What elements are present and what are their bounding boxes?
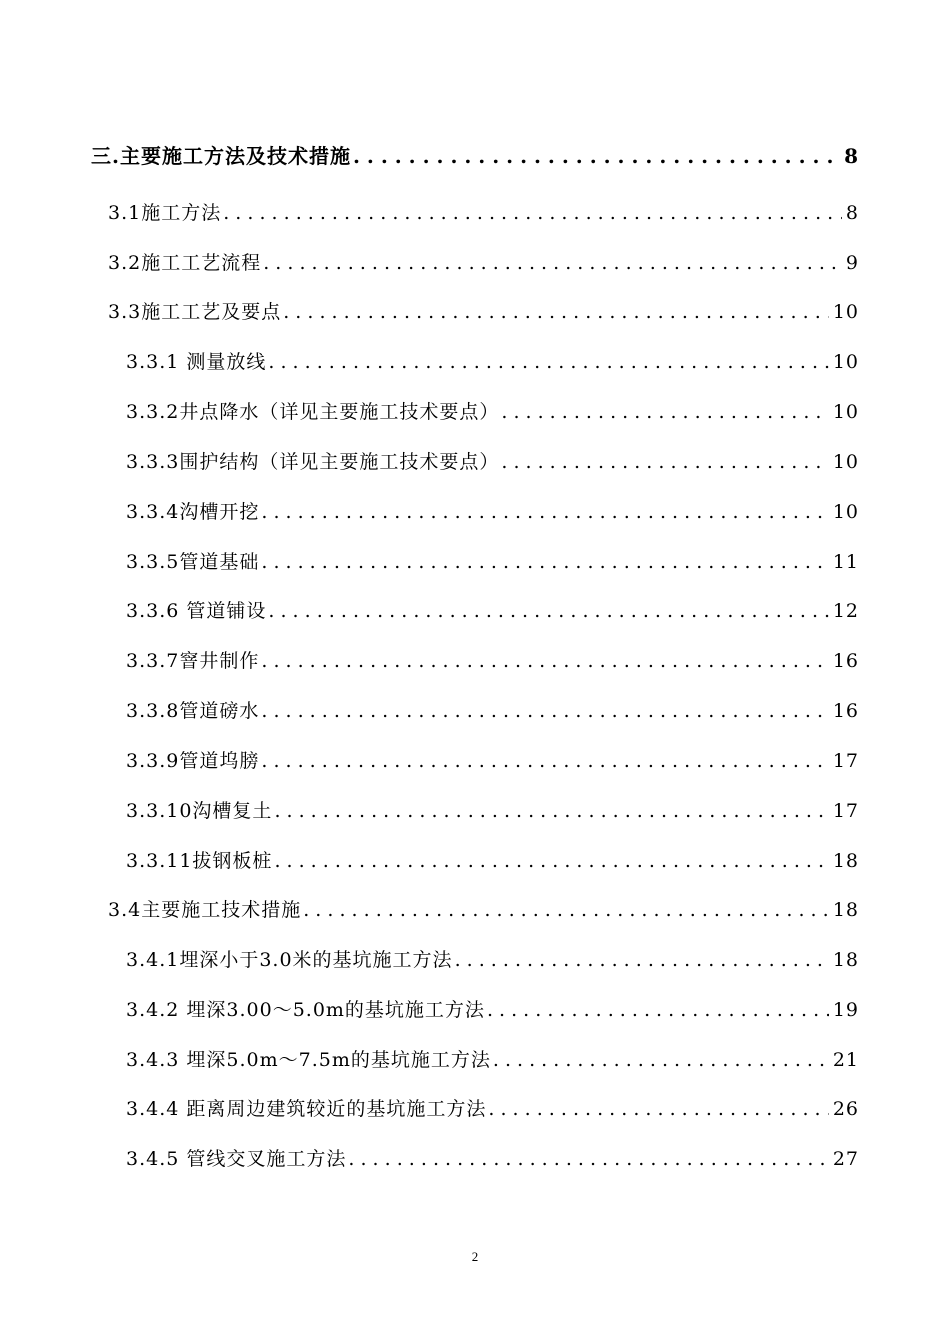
toc-entry-page: 10 xyxy=(832,451,859,473)
toc-dot-leader xyxy=(274,850,828,872)
toc-entry-page: 18 xyxy=(832,899,859,921)
toc-entry-label: 3.3.7窨井制作 xyxy=(126,650,260,672)
toc-entry-label: 3.3.6 管道铺设 xyxy=(126,600,267,622)
toc-entry[interactable] xyxy=(126,696,859,723)
toc-dot-leader xyxy=(455,949,829,971)
toc-entry[interactable] xyxy=(126,846,859,873)
toc-entry[interactable] xyxy=(126,397,859,424)
toc-entry[interactable] xyxy=(126,596,859,623)
toc-entry-label: 3.3.2井点降水（详见主要施工技术要点） xyxy=(126,401,500,423)
toc-entry[interactable] xyxy=(126,1144,859,1171)
toc-entry-page: 10 xyxy=(832,401,859,423)
toc-entry-label: 3.3.4沟槽开挖 xyxy=(126,501,260,523)
toc-entry[interactable] xyxy=(126,347,859,374)
toc-entry-label: 3.3施工工艺及要点 xyxy=(108,301,282,323)
toc-entry-page: 10 xyxy=(832,301,859,323)
toc-entry-label: 3.4.1埋深小于3.0米的基坑施工方法 xyxy=(126,949,453,971)
toc-dot-leader xyxy=(268,600,828,622)
toc-entry-label: 三.主要施工方法及技术措施 xyxy=(91,144,351,168)
toc-entry[interactable] xyxy=(126,447,859,474)
toc-dot-leader xyxy=(283,301,829,323)
toc-dot-leader xyxy=(261,551,828,573)
toc-entry-page: 16 xyxy=(832,700,859,722)
toc-entry-label: 3.2施工工艺流程 xyxy=(108,252,262,274)
toc-entry-label: 3.4.4 距离周边建筑较近的基坑施工方法 xyxy=(126,1098,487,1120)
toc-entry-page: 19 xyxy=(832,999,859,1021)
toc-entry[interactable] xyxy=(108,895,859,922)
toc-dot-leader xyxy=(348,1148,828,1170)
toc-entry-page: 11 xyxy=(832,551,859,573)
toc-dot-leader xyxy=(268,351,828,373)
toc-entry-label: 3.3.9管道坞膀 xyxy=(126,750,260,772)
toc-entry-label: 3.4主要施工技术措施 xyxy=(108,899,302,921)
toc-entry[interactable] xyxy=(126,1094,859,1121)
toc-entry-page: 8 xyxy=(845,202,859,224)
toc-entry-page: 27 xyxy=(832,1148,859,1170)
toc-dot-leader xyxy=(487,999,829,1021)
toc-entry-page: 21 xyxy=(832,1049,859,1071)
toc-entry[interactable] xyxy=(108,198,859,225)
toc-dot-leader xyxy=(501,401,828,423)
toc-entry-label: 3.4.5 管线交叉施工方法 xyxy=(126,1148,347,1170)
toc-dot-leader xyxy=(303,899,829,921)
toc-entry[interactable] xyxy=(126,497,859,524)
toc-dot-leader xyxy=(353,144,840,168)
toc-entry-label: 3.3.5管道基础 xyxy=(126,551,260,573)
toc-entry-page: 9 xyxy=(845,252,859,274)
toc-entry[interactable] xyxy=(126,1045,859,1072)
toc-dot-leader xyxy=(274,800,828,822)
toc-entry-page: 16 xyxy=(832,650,859,672)
toc-entry-label: 3.3.1 测量放线 xyxy=(126,351,267,373)
toc-entry-page: 12 xyxy=(832,600,859,622)
toc-entry[interactable] xyxy=(126,646,859,673)
toc-entry[interactable] xyxy=(126,746,859,773)
toc-entry-label: 3.1施工方法 xyxy=(108,202,222,224)
toc-entry-page: 18 xyxy=(832,949,859,971)
toc-heading-3[interactable] xyxy=(91,140,859,169)
toc-dot-leader xyxy=(261,650,828,672)
toc-entry[interactable] xyxy=(126,995,859,1022)
toc-entry-page: 17 xyxy=(832,800,859,822)
toc-dot-leader xyxy=(261,700,828,722)
toc-dot-leader xyxy=(263,252,842,274)
toc-entry-label: 3.3.10沟槽复土 xyxy=(126,800,273,822)
toc-dot-leader xyxy=(493,1049,829,1071)
toc-entry-label: 3.3.8管道磅水 xyxy=(126,700,260,722)
toc-entry-page: 17 xyxy=(832,750,859,772)
toc-dot-leader xyxy=(261,501,828,523)
page-number: 2 xyxy=(471,1249,479,1264)
toc-entry-page: 8 xyxy=(844,144,859,168)
toc-entry[interactable] xyxy=(108,248,859,275)
toc-entry-label: 3.3.3围护结构（详见主要施工技术要点） xyxy=(126,451,500,473)
toc-entry-label: 3.4.3 埋深5.0m～7.5m的基坑施工方法 xyxy=(126,1049,491,1071)
toc-entry-label: 3.4.2 埋深3.00～5.0m的基坑施工方法 xyxy=(126,999,485,1021)
toc-entry-label: 3.3.11拔钢板桩 xyxy=(126,850,273,872)
toc-entry-page: 26 xyxy=(832,1098,859,1120)
toc-dot-leader xyxy=(261,750,828,772)
toc-entry-page: 18 xyxy=(832,850,859,872)
toc-dot-leader xyxy=(501,451,828,473)
toc-dot-leader xyxy=(488,1098,828,1120)
toc-entry-page: 10 xyxy=(832,501,859,523)
toc-entry[interactable] xyxy=(108,297,859,324)
toc-entry[interactable] xyxy=(126,945,859,972)
toc-entry[interactable] xyxy=(126,547,859,574)
toc-entry-page: 10 xyxy=(832,351,859,373)
toc-entry[interactable] xyxy=(126,796,859,823)
toc-dot-leader xyxy=(223,202,842,224)
